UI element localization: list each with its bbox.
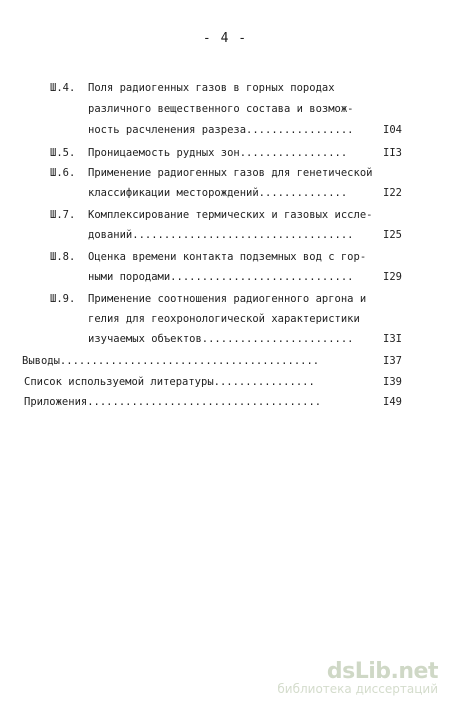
toc-item-number: Ш.8.: [50, 251, 76, 263]
toc-item-number: Ш.7.: [50, 209, 76, 221]
toc-item-page: I3I: [383, 333, 402, 345]
toc-item-text: Применение соотношения радиогенного аргона и: [88, 293, 367, 305]
toc-item-number: Ш.4.: [50, 82, 76, 94]
toc-item-text: различного вещественного состава и возмож-: [88, 103, 354, 115]
toc-item-number: Ш.5.: [50, 147, 76, 159]
toc-item-text: гелия для геохронологической характеристики: [88, 313, 360, 325]
toc-entry-page: I49: [383, 396, 402, 408]
toc-item-text: классификации месторождений..............: [88, 187, 348, 199]
watermark-logo: dsLib.net: [326, 659, 438, 684]
toc-item-page: I25: [383, 229, 402, 241]
toc-entry-page: I39: [383, 376, 402, 388]
toc-item-text: Оценка времени контакта подземных вод с гор-: [88, 251, 367, 263]
toc-item-text: дований...................................: [88, 229, 354, 241]
toc-item-number: Ш.9.: [50, 293, 76, 305]
toc-item-text: изучаемых объектов........................: [88, 333, 354, 345]
toc-item-page: I29: [383, 271, 402, 283]
toc-item-text: ность расчленения разреза.................: [88, 124, 354, 136]
toc-item-text: ными породами.............................: [88, 271, 354, 283]
toc-item-text: Поля радиогенных газов в горных породах: [88, 82, 335, 94]
toc-entry-text: Выводы.........................................: [22, 355, 320, 367]
watermark-subtitle: библиотека диссертаций: [277, 682, 438, 696]
toc-entry-page: I37: [383, 355, 402, 367]
page-number: - 4 -: [202, 31, 248, 46]
toc-item-number: Ш.6.: [50, 167, 76, 179]
toc-item-page: II3: [383, 147, 402, 159]
toc-item-text: Комплексирование термических и газовых иссле-: [88, 209, 373, 221]
toc-item-text: Проницаемость рудных зон.................: [88, 147, 348, 159]
toc-item-page: I22: [383, 187, 402, 199]
toc-entry-text: Приложения.....................................: [24, 396, 322, 408]
toc-item-text: Применение радиогенных газов для генетической: [88, 167, 373, 179]
toc-entry-text: Список используемой литературы................: [24, 376, 315, 388]
toc-item-page: I04: [383, 124, 402, 136]
watermark: [277, 659, 438, 696]
